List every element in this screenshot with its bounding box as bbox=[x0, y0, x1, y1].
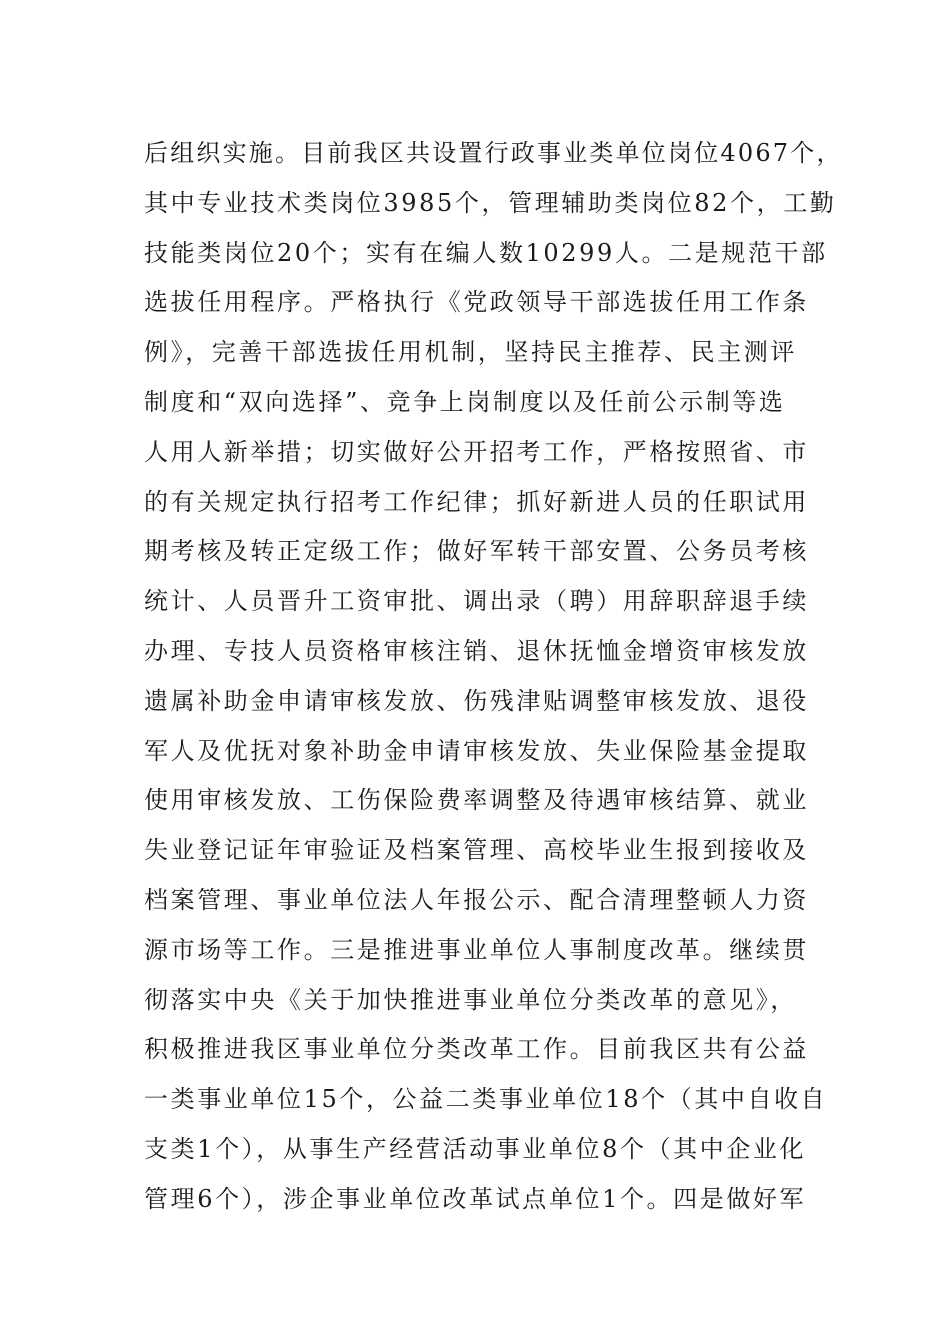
text-line: 使用审核发放、工伤保险费率调整及待遇审核结算、就业 bbox=[144, 786, 809, 815]
text-line: 的有关规定执行招考工作纪律；抓好新进人员的任职试用 bbox=[144, 487, 809, 516]
text-line: 制度和“双向选择”、竞争上岗制度以及任前公示制等选 bbox=[144, 387, 786, 416]
text-line: 源市场等工作。三是推进事业单位人事制度改革。继续贯 bbox=[144, 935, 809, 964]
text-line: 失业登记证年审验证及档案管理、高校毕业生报到接收及 bbox=[144, 836, 809, 865]
text-line: 管理6个），涉企事业单位改革试点单位1个。四是做好军 bbox=[144, 1184, 807, 1213]
text-line: 支类1个），从事生产经营活动事业单位8个（其中企业化 bbox=[144, 1134, 807, 1163]
text-line: 一类事业单位15个，公益二类事业单位18个（其中自收自 bbox=[144, 1085, 828, 1114]
text-line: 人用人新举措；切实做好公开招考工作，严格按照省、市 bbox=[144, 437, 809, 466]
text-line: 其中专业技术类岗位3985个，管理辅助类岗位82个，工勤 bbox=[144, 188, 837, 217]
text-line: 后组织实施。目前我区共设置行政事业类单位岗位4067个， bbox=[144, 139, 843, 167]
text-line: 统计、人员晋升工资审批、调出录（聘）用辞职辞退手续 bbox=[144, 587, 809, 616]
text-line: 办理、专技人员资格审核注销、退休抚恤金增资审核发放 bbox=[144, 636, 809, 665]
text-line: 积极推进我区事业单位分类改革工作。目前我区共有公益 bbox=[144, 1035, 809, 1064]
text-line: 技能类岗位20个；实有在编人数10299人。二是规范干部 bbox=[144, 238, 828, 267]
text-line: 军人及优抚对象补助金申请审核发放、失业保险基金提取 bbox=[144, 736, 809, 765]
text-line: 选拔任用程序。严格执行《党政领导干部选拔任用工作条 bbox=[144, 288, 809, 317]
text-line: 例》，完善干部选拔任用机制，坚持民主推荐、民主测评 bbox=[144, 338, 797, 367]
text-line: 彻落实中央《关于加快推进事业单位分类改革的意见》， bbox=[144, 985, 797, 1014]
text-line: 遗属补助金申请审核发放、伤残津贴调整审核发放、退役 bbox=[144, 686, 809, 715]
body-text bbox=[144, 129, 843, 1225]
text-line: 期考核及转正定级工作；做好军转干部安置、公务员考核 bbox=[144, 537, 809, 566]
text-line: 档案管理、事业单位法人年报公示、配合清理整顿人力资 bbox=[144, 885, 809, 914]
